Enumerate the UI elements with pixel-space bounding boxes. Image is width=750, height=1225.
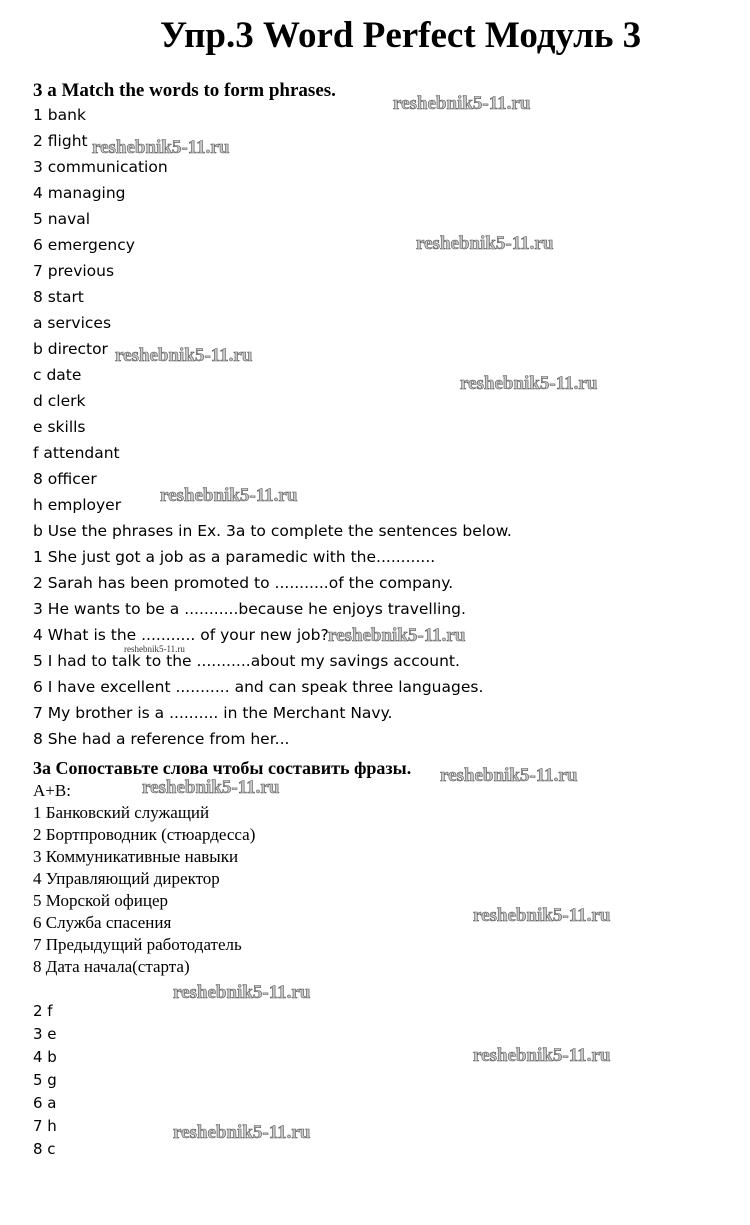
- list-item: 6 emergency: [33, 236, 135, 254]
- list-item: 3 He wants to be a ...........because he enjoys travelling.: [33, 600, 466, 618]
- answer-list: [33, 1000, 57, 1161]
- list-item: 4 What is the ........... of your new job?: [33, 626, 329, 644]
- list-item: 5 g: [33, 1071, 57, 1089]
- list-item: 1 She just got a job as a paramedic with the............: [33, 548, 436, 566]
- watermark: reshebnik5-11.ru: [173, 1122, 311, 1143]
- watermark: reshebnik5-11.ru: [460, 373, 598, 394]
- russian-translation-list: [33, 802, 255, 978]
- english-exercise-list: [33, 102, 512, 752]
- list-item: 3 communication: [33, 158, 168, 176]
- list-item: 1 Банковский служащий: [33, 803, 210, 822]
- watermark: reshebnik5-11.ru: [142, 777, 280, 798]
- list-item: 3 Коммуникативные навыки: [33, 847, 239, 866]
- list-item: 2 f: [33, 1002, 53, 1020]
- exercise-3b-heading: b Use the phrases in Ex. 3a to complete the sentences below.: [33, 522, 512, 540]
- watermark: reshebnik5-11.ru: [160, 485, 298, 506]
- list-item: 7 Предыдущий работодатель: [33, 935, 242, 954]
- list-item: 4 b: [33, 1048, 57, 1066]
- watermark: reshebnik5-11.ru: [92, 137, 230, 158]
- list-item: 1 bank: [33, 106, 86, 124]
- list-item: 5 Морской офицер: [33, 891, 168, 910]
- list-item: 6 I have excellent ........... and can speak three languages.: [33, 678, 484, 696]
- watermark: reshebnik5-11.ru: [473, 905, 611, 926]
- list-item: 4 managing: [33, 184, 126, 202]
- list-item: 7 h: [33, 1117, 57, 1135]
- list-item: 2 flight: [33, 132, 88, 150]
- list-item: h employer: [33, 496, 122, 514]
- watermark: reshebnik5-11.ru: [115, 345, 253, 366]
- list-item: 7 previous: [33, 262, 115, 280]
- list-item: c date: [33, 366, 82, 384]
- watermark: reshebnik5-11.ru: [393, 93, 531, 114]
- list-item: 8 start: [33, 288, 84, 306]
- list-item: 2 Sarah has been promoted to ...........of the company.: [33, 574, 454, 592]
- list-item: 6 Служба спасения: [33, 913, 172, 932]
- list-item: 2 Бортпроводник (стюардесса): [33, 825, 256, 844]
- russian-heading: 3a Сопоставьте слова чтобы составить фразы.: [33, 758, 412, 778]
- list-item: 7 My brother is a .......... in the Merchant Navy.: [33, 704, 393, 722]
- list-item: e skills: [33, 418, 86, 436]
- page-title: Упр.3 Word Perfect Модуль 3: [160, 15, 642, 56]
- watermark: reshebnik5-11.ru: [416, 233, 554, 254]
- list-item: d clerk: [33, 392, 86, 410]
- list-item: 8 She had a reference from her...: [33, 730, 290, 748]
- watermark: reshebnik5-11.ru: [440, 765, 578, 786]
- list-item: 8 Дата начала(старта): [33, 957, 190, 976]
- list-item: 5 naval: [33, 210, 91, 228]
- list-item: 3 e: [33, 1025, 57, 1043]
- watermark: reshebnik5-11.ru: [328, 625, 466, 646]
- list-item: b director: [33, 340, 108, 358]
- list-item: 6 a: [33, 1094, 57, 1112]
- list-item: 8 c: [33, 1140, 56, 1158]
- watermark: reshebnik5-11.ru: [124, 644, 185, 654]
- list-item: 8 officer: [33, 470, 97, 488]
- list-item: 4 Управляющий директор: [33, 869, 220, 888]
- watermark: reshebnik5-11.ru: [473, 1045, 611, 1066]
- list-item: 5 I had to talk to the ...........about my savings account.: [33, 652, 460, 670]
- russian-subheading: A+B:: [33, 781, 71, 800]
- list-item: f attendant: [33, 444, 120, 462]
- watermark: reshebnik5-11.ru: [173, 982, 311, 1003]
- list-item: a services: [33, 314, 112, 332]
- exercise-3a-heading: 3 a Match the words to form phrases.: [33, 80, 336, 101]
